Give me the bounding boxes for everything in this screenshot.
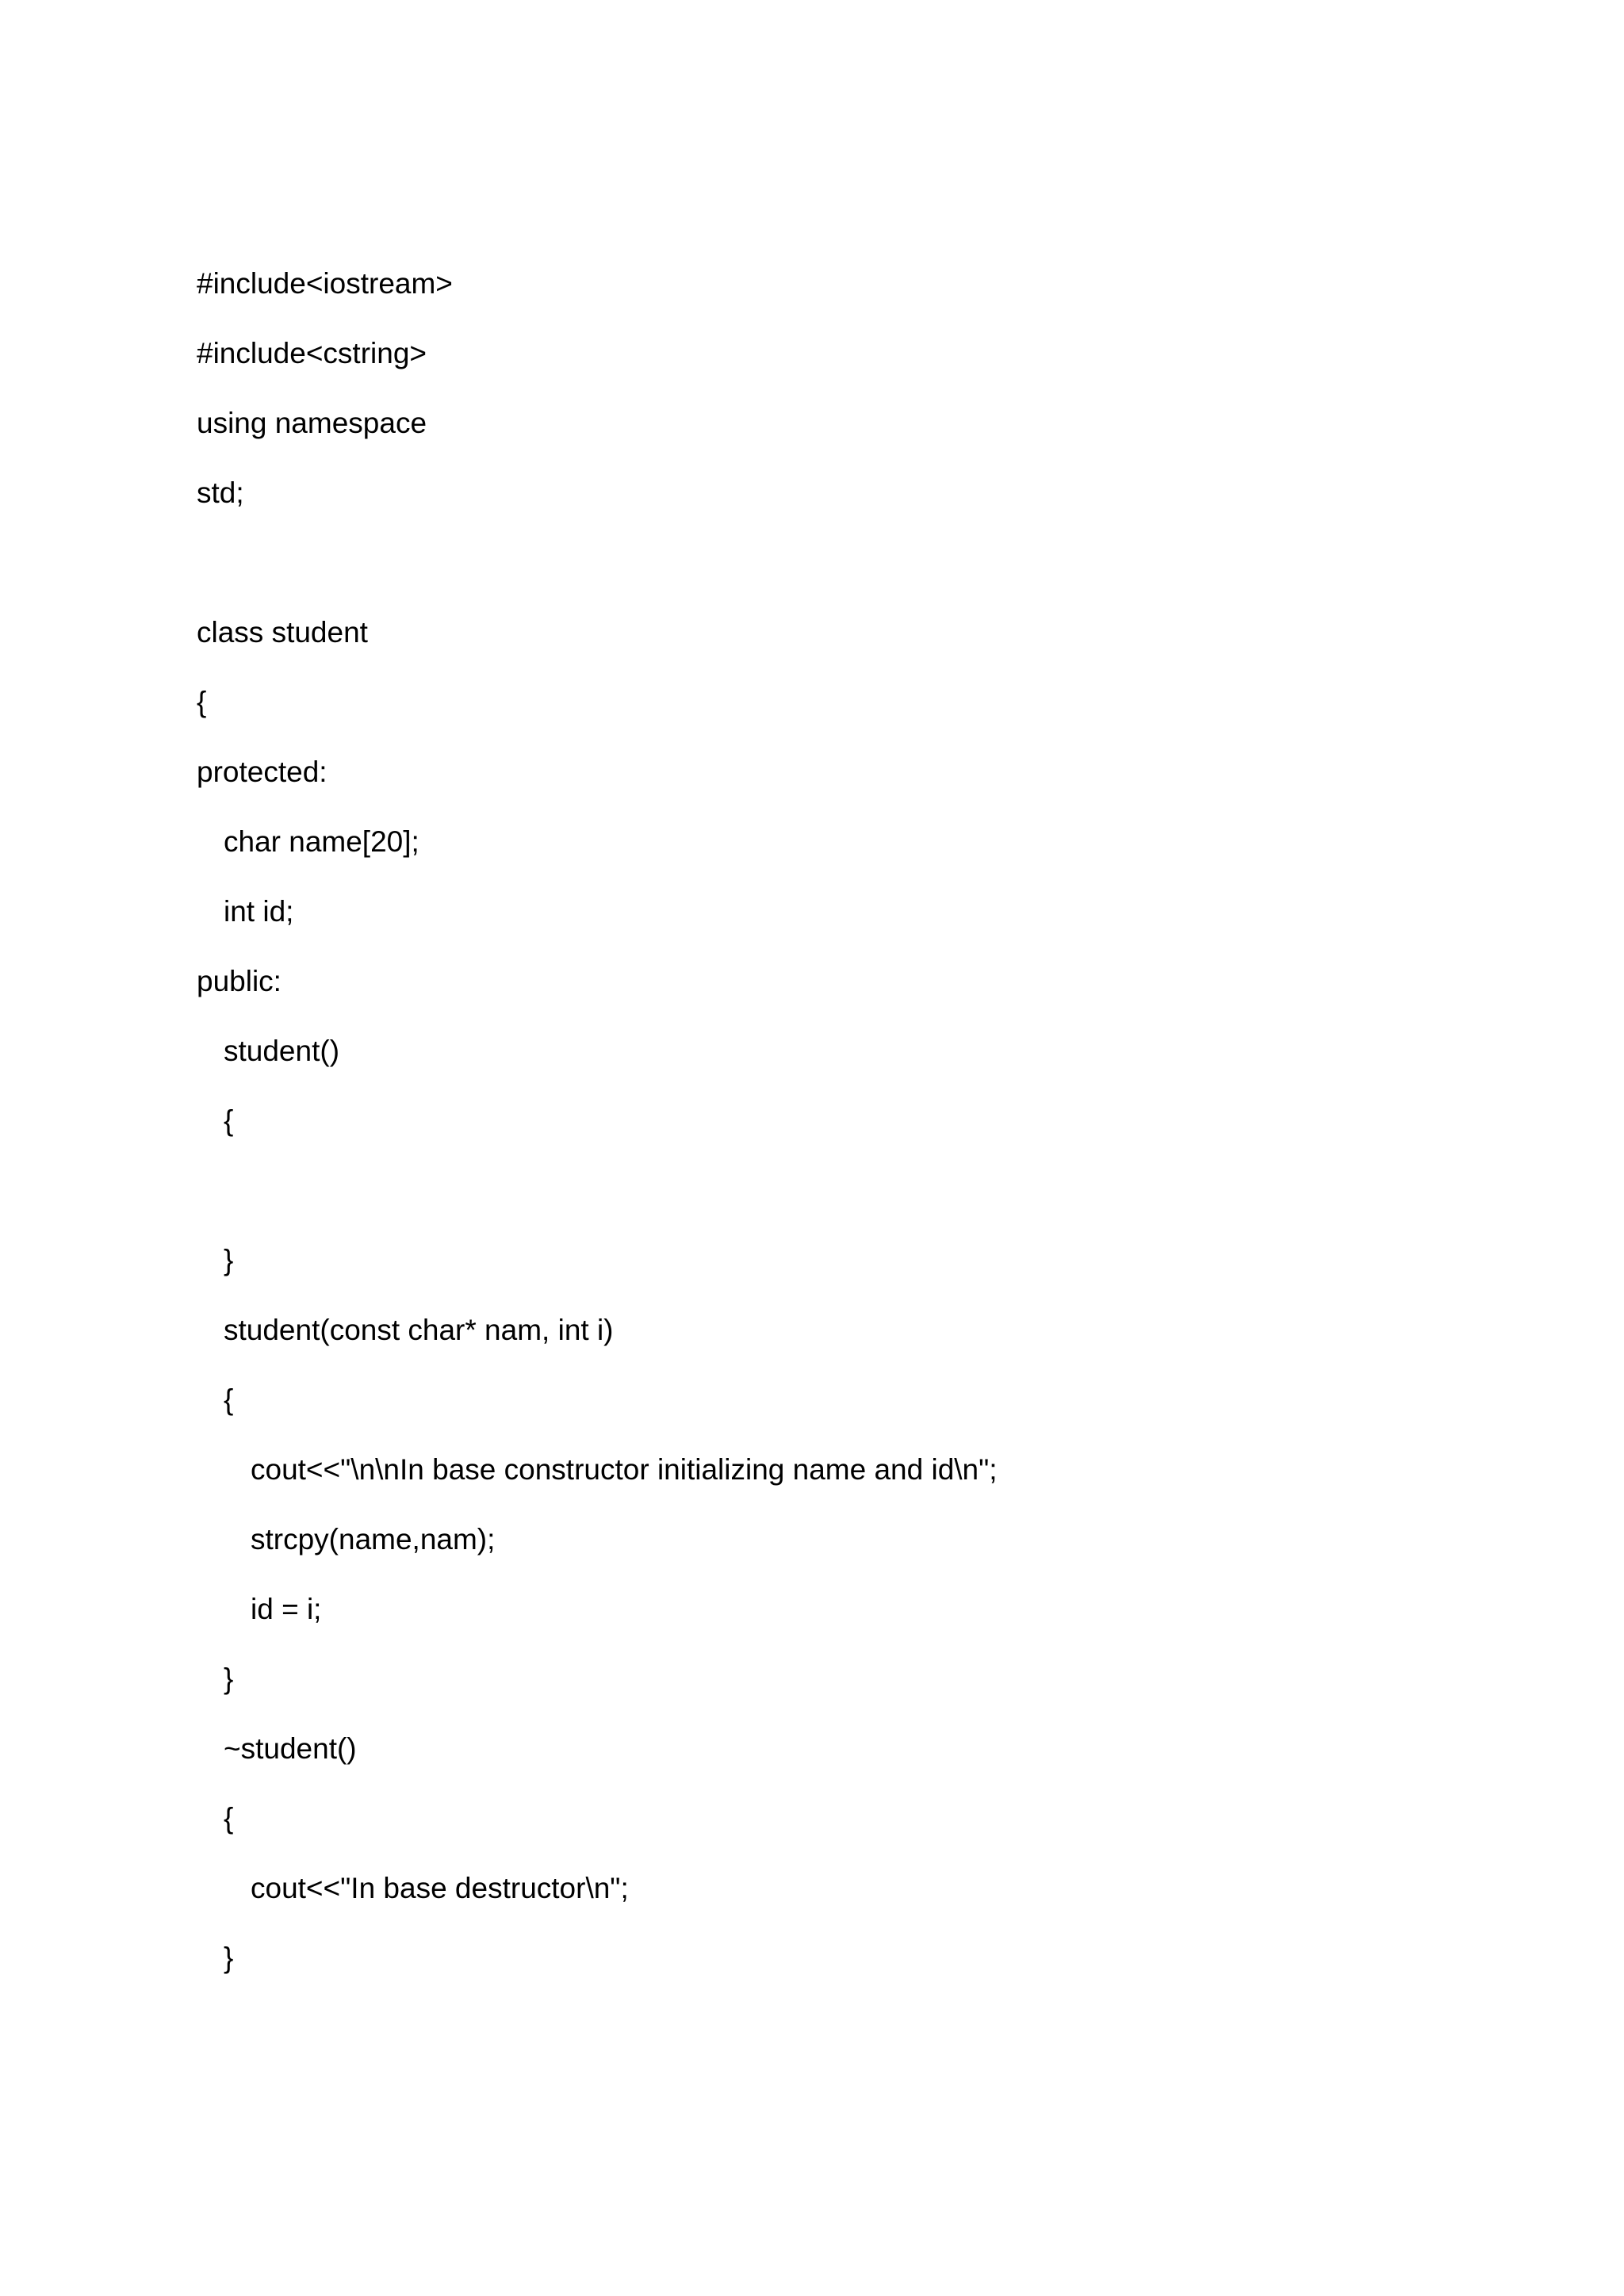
- code-line-destructor-close: }: [224, 1942, 234, 1974]
- code-line-default-constructor-close: }: [224, 1244, 234, 1276]
- code-line-include-iostream: #include<iostream>: [197, 267, 453, 300]
- code-line-param-constructor-open: {: [224, 1383, 234, 1416]
- code-line-default-constructor-open: {: [224, 1104, 234, 1137]
- code-line-public: public:: [197, 965, 282, 997]
- code-line-id-assign: id = i;: [251, 1593, 322, 1625]
- code-line-cout-constructor: cout<<"\n\nIn base constructor initializing name and id\n";: [251, 1453, 998, 1486]
- code-line-class-student: class student: [197, 616, 368, 649]
- code-line-param-constructor-close: }: [224, 1663, 234, 1695]
- code-line-strcpy: strcpy(name,nam);: [251, 1523, 496, 1556]
- code-line-int-id: int id;: [224, 895, 294, 928]
- code-line-cout-destructor: cout<<"In base destructor\n";: [251, 1872, 629, 1904]
- code-line-destructor-open: {: [224, 1802, 234, 1835]
- code-line-protected: protected:: [197, 756, 327, 788]
- code-line-default-constructor: student(): [224, 1035, 340, 1067]
- code-line-include-cstring: #include<cstring>: [197, 337, 427, 369]
- code-line-using-namespace: using namespace: [197, 407, 427, 439]
- code-line-class-open-brace: {: [197, 686, 207, 718]
- code-line-std: std;: [197, 476, 244, 509]
- code-line-param-constructor: student(const char* nam, int i): [224, 1314, 614, 1346]
- code-line-destructor: ~student(): [224, 1732, 357, 1765]
- code-line-char-name: char name[20];: [224, 825, 419, 858]
